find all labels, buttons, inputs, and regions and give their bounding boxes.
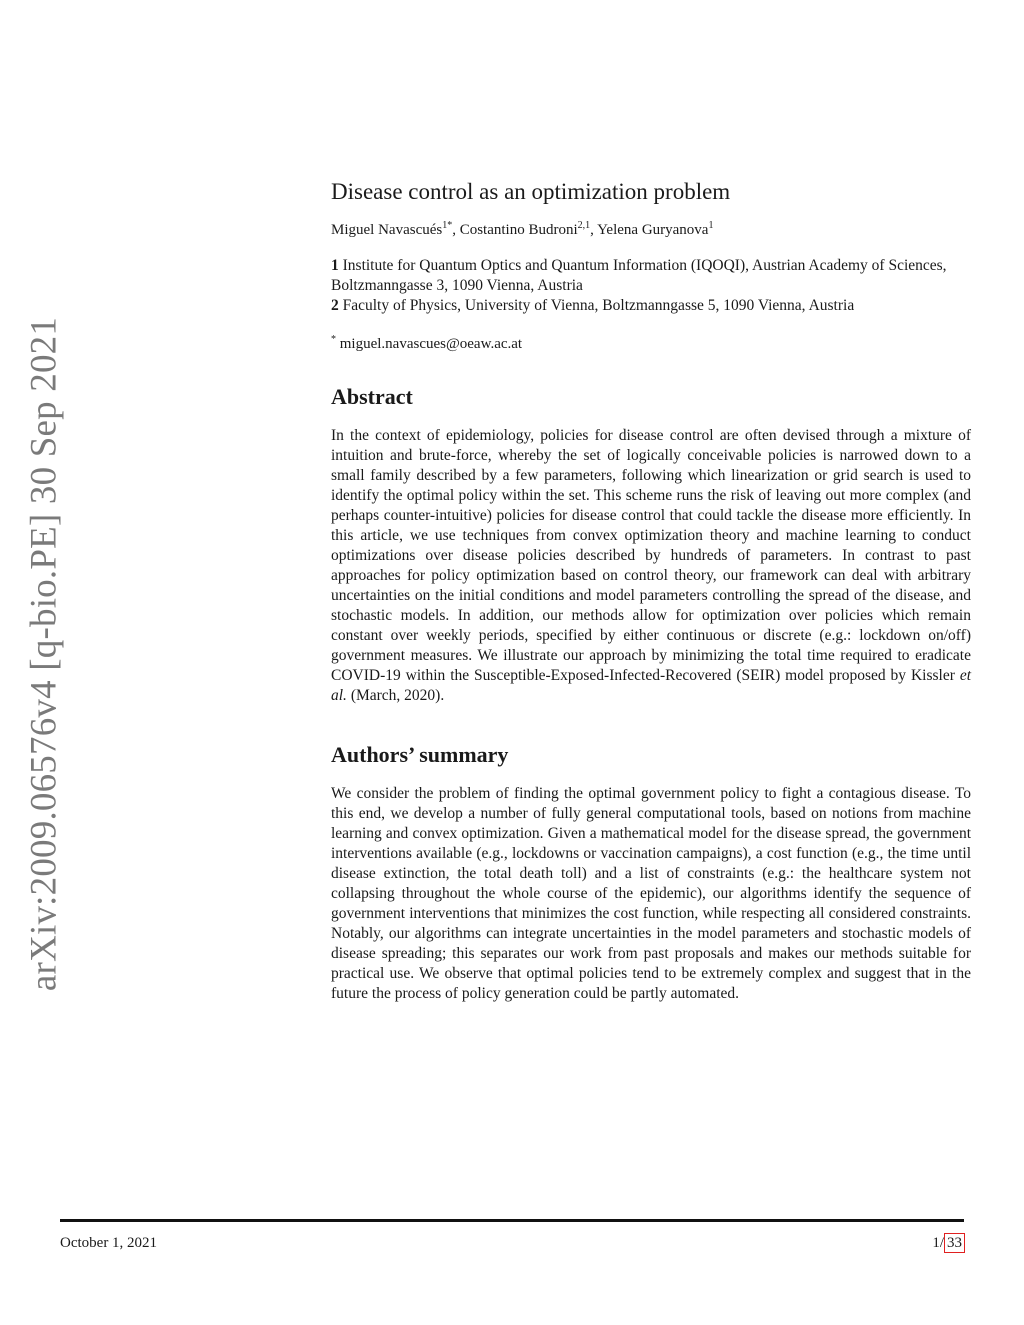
corresponding-email[interactable]: miguel.navascues@oeaw.ac.at (339, 336, 523, 352)
corresponding-author (331, 334, 971, 354)
author-name: Costantino Budroni (459, 222, 578, 238)
paper-first-page (331, 176, 971, 1004)
author-name: Yelena Guryanova (597, 222, 709, 238)
affiliation-text: Institute for Quantum Optics and Quantum Information (IQOQI), Austrian Academy of Sciences, Boltzmanngasse 3, 1090 Vienna, Austria (331, 257, 947, 294)
page-separator: / (939, 1235, 944, 1251)
paper-title: Disease control as an optimization problem (331, 179, 731, 204)
abstract-text-main: In the context of epidemiology, policies for disease control are often devised through a mixture of intuition and brute-force, whereby the set of logically conceivable policies is narrowed down to a small family described by a few parameters, following which linearization or grid search is used to identify the optimal policy within the set. This scheme runs the risk of leaving out more complex (and perhaps counter-intuitive) policies for disease control that could tackle the disease more efficiently. In this article, we use techniques from convex optimization theory and machine learning to conduct optimizations over disease policies described by hundreds of parameters. In contrast to past approaches for policy optimization based on control theory, our framework can deal with arbitrary uncertainties on the initial conditions and model parameters controlling the spread of the disease, and stochastic models. In addition, our methods allow for optimization over policies which remain constant over weekly periods, specified by either continuous or discrete (e.g.: lockdown on/off) government measures. We illustrate our approach by minimizing the total time required to eradicate COVID-19 within the Susceptible-Exposed-Infected-Recovered (SEIR) model proposed by Kissler (331, 427, 971, 684)
abstract-text-end: (March, 2020). (346, 687, 445, 704)
author-list: Miguel Navascués$^{1*}$, Costantino Budroni$^{2,1}$, Yelena Guryanova$^1$ (331, 220, 714, 238)
abstract-text-italic: et al. (331, 667, 971, 704)
abstract-text (331, 426, 971, 706)
page-total-link[interactable]: 33 (944, 1233, 965, 1253)
corresponding-mark: * (331, 334, 336, 345)
affiliation-text: Faculty of Physics, University of Vienna, Boltzmanngasse 5, 1090 Vienna, Austria (342, 297, 855, 314)
author-name: Miguel Navascués (331, 222, 443, 238)
affiliation-item (331, 296, 971, 316)
footer-date: October 1, 2021 (60, 1235, 158, 1251)
affiliation-number: 2 (331, 297, 339, 314)
affiliation-item (331, 256, 971, 296)
page-current: 1 (932, 1235, 940, 1251)
author-affiliation-mark: 1 (708, 220, 714, 231)
authors-summary-text: We consider the problem of finding the optimal government policy to fight a contagious disease. To this end, we develop a number of fully general computational tools, based on notions from machine learning and convex optimization. Given a mathematical model for the disease spread, the government interventions available (e.g., lockdowns or vaccination campaigns), a cost function (e.g., the time until disease extinction, the total death toll) and a list of constraints (e.g.: the healthcare system not collapsing throughout the whole course of the epidemic), our algorithms identify the sequence of government interventions that minimizes the cost function, while respecting all considered constraints. Notably, our algorithms can integrate uncertainties in the model parameters and stochastic models of disease spreading; this separates our work from past proposals and makes our methods suitable for practical use. We observe that optimal policies tend to be extremely complex and suggest that in the future the process of policy generation could be partly automated. (331, 785, 971, 1002)
author-affiliation-mark: 1* (442, 220, 453, 231)
author-affiliation-mark: 2,1 (577, 220, 591, 231)
footer-divider (60, 1219, 964, 1222)
authors-summary-heading: Authors’ summary (331, 742, 509, 767)
abstract-heading: Abstract (331, 384, 413, 409)
page-number (932, 1233, 965, 1253)
arxiv-identifier-stamp: arXiv:2009.06576v4 [q-bio.PE] 30 Sep 2021 (23, 316, 65, 992)
affiliation-number: 1 (331, 257, 339, 274)
affiliation-list (331, 256, 971, 316)
